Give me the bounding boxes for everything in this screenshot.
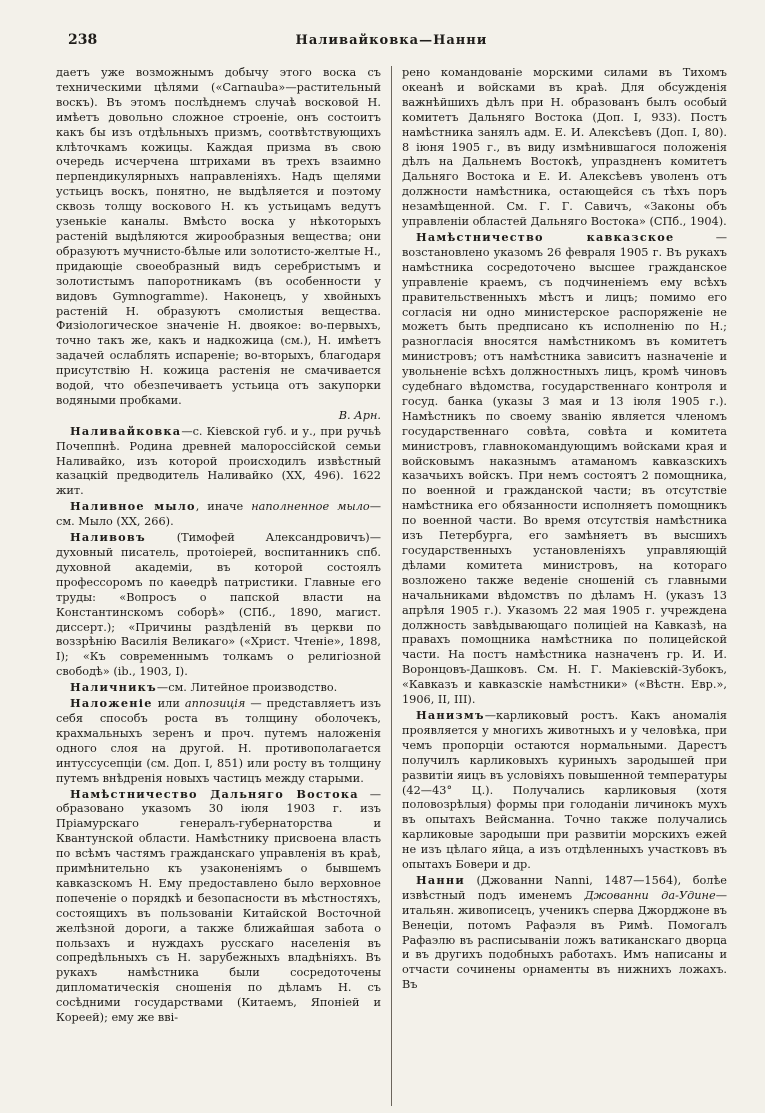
left-column [56, 66, 381, 1106]
entry-text: или [157, 697, 180, 711]
entry-italic-term: Джованни да-Удине [584, 888, 716, 902]
entry-italic-term: наполненное мыло [251, 500, 370, 514]
entry-text: — итальян. живописецъ, ученикъ сперва Джорджоне въ Венеціи, потомъ Рафаэля въ Римѣ. Помогалъ Рафаэлю въ расписываніи ложъ ватиканскаго дворца и въ другихъ подобныхъ работахъ. Имъ написаны и отчасти сочинены орнаменты въ нижнихъ ложахъ. Въ [401, 888, 727, 992]
running-title: Наливайковка—Нанни [295, 33, 488, 48]
entry-text: (Джованни Nanni, 1487—1564), болѣе извѣстный подъ именемъ [401, 873, 727, 902]
right-column [402, 66, 727, 1106]
entry-headword: Нанни [415, 872, 465, 887]
entry-text: — возстановлено указомъ 26 февраля 1905 г. Въ рукахъ намѣстника сосредоточено высшее гражданское управленіе краемъ, съ подчиненіемъ ему всѣхъ правительственныхъ мѣстъ и лицъ; помимо его согласія ни одно министерское распоряженіе не можетъ быть предписано къ исполненію по Н.; разногласія вносятся намѣстникомъ въ комитетъ министровъ; отъ намѣстника зависитъ назначеніе и увольненіе всѣхъ должностныхъ лицъ, кромѣ чиновъ судебнаго вѣдомства, государственнаго контроля и госуд. банка (указы 3 мая и 13 іюля 1905 г.). Намѣстникъ по своему званію является членомъ государственнаго совѣта, совѣта и комитета министровъ, главнокомандующимъ войсками края и войсковымъ наказнымъ атаманомъ кавказскихъ казачьихъ войскъ. При немъ состоятъ 2 помощника, по военной и гражданской части; въ отсутствіе намѣстника его обязанности исполняетъ помощникъ по военной части. Во время отсутствія намѣстника изъ Петербурга, его замѣняетъ въ высшихъ государственныхъ установленіяхъ управляющій дѣлами комитета министровъ, на котораго возложено также веденіе сношеній съ главными начальниками вѣдомствъ по дѣламъ Н. (указъ 13 апрѣля 1905 г.). Указомъ 22 мая 1905 г. учреждена должность завѣдывающаго полиціей на Кавказѣ, на правахъ помощника намѣстника по полицейской части. На постъ намѣстника назначенъ гр. И. И. Воронцовъ-Дашковъ. См. Н. Г. Макіевскій-Зубокъ, «Кавказъ и кавказскіе намѣстники» («Вѣстн. Евр.», 1906, II, III). [401, 230, 727, 707]
entry-namestnichestvo-dalnego-vostoka [56, 787, 381, 1027]
page-number: 238 [68, 32, 98, 48]
entry-text: — образовано указомъ 30 іюля 1903 г. изъ Пріамурскаго генералъ-губернаторства и Квантунской области. Намѣстнику присвоена власть по всѣмъ частямъ гражданскаго управленія въ краѣ, примѣнительно къ узаконеніямъ о бывшемъ кавказскомъ Н. Ему предоставлено было верховное попеченіе о порядкѣ и безопасности въ мѣстностяхъ, состоящихъ въ пользованіи Китайской Восточной желѣзной дороги, а также ближайшая забота о пользахъ и нуждахъ русскаго населенія въ сопредѣльныхъ съ Н. зарубежныхъ владѣніяхъ. Въ рукахъ намѣстника были сосредоточены дипломатическія сношенія по дѣламъ Н. съ сосѣдними государствами (Китаемъ, Японіей и Кореей); ему же вві- [56, 787, 381, 1025]
entry-text: — представляетъ изъ себя способъ роста въ толщину оболочекъ, крахмальныхъ зеренъ и проч. путемъ наложенія одного слоя на другой. Н. противополагается интуссусепціи (см. Доп. I, 851) или росту въ толщину путемъ внѣдренія новыхъ частицъ между старыми. [56, 697, 381, 785]
author-signature: В. Арн. [338, 408, 381, 422]
entry-nalichnik [56, 680, 381, 696]
entry-nanizm [402, 708, 727, 873]
entry-nalivnoe-mylo [56, 499, 381, 530]
entry-namestnichestvo-kavkazskoe [402, 230, 727, 708]
paragraph-text: рено командованіе морскими силами въ Тихомъ океанѣ и войсками въ краѣ. Для обсужденія важнѣйшихъ дѣлъ при Н. образованъ былъ особый комитетъ Дальняго Востока (Доп. I, 933). Постъ намѣстника занялъ адм. Е. И. Алексѣевъ (Доп. I, 80). 8 іюня 1905 г., въ виду измѣнившагося положенія дѣлъ на Дальнемъ Востокѣ, упраздненъ комитетъ Дальняго Востока и Е. И. Алексѣевъ уволенъ отъ должности намѣстника, остающейся съ тѣхъ поръ незамѣщенной. См. Г. Г. Савичъ, «Законы объ управленіи областей Дальняго Востока» (СПб., 1904). [401, 66, 727, 229]
page-header [56, 24, 727, 54]
text-columns [56, 66, 727, 1106]
entry-nalivaikovka [56, 424, 381, 500]
entry-text: —с. Кіевской губ. и у., при ручьѣ Почеппнѣ. Родина древней малороссійской семьи Наливайко, изъ которой происходилъ извѣстный казацкій предводитель Наливайко (XX, 496). 1622 жит. [56, 424, 381, 498]
entry-nanni [402, 873, 727, 993]
entry-headword: Нанизмъ [415, 707, 485, 722]
entry-headword: Наложеніе [70, 696, 153, 711]
entry-text: —см. Мыло (XX, 266). [56, 500, 381, 529]
entry-text: —см. Литейное производство. [156, 681, 338, 695]
entry-headword: Намѣстничество Дальняго Востока [70, 786, 359, 801]
continued-paragraph [402, 66, 727, 230]
paragraph-text: даетъ уже возможнымъ добычу этого воска съ техническими цѣлями («Carnauba»—растительный воскъ). Въ этомъ послѣднемъ случаѣ восковой Н. имѣетъ довольно сложное строеніе, онъ состоитъ какъ бы изъ отдѣльныхъ призмъ, соотвѣтствующихъ клѣточкамъ кожицы. Каждая призма въ свою очередь исчерчена штрихами въ трехъ взаимно перпендикулярныхъ направленіяхъ. Надъ щелями устьицъ воскъ, понятно, не выдѣляется и поэтому сквозь толщу воскового Н. къ устьицамъ ведутъ узенькіе каналы. Вмѣсто воска у нѣкоторыхъ растеній выдѣляются жирообразныя вещества; они образуютъ мучнисто-бѣлые или золотисто-желтые Н., придающіе своеобразный видъ серебристымъ и золотистымъ папоротникамъ (въ особенности у видовъ Gymnogramme). Наконецъ, у хвойныхъ растеній Н. образуютъ смолистыя вещества. Физіологическое значеніе Н. двоякое: во-первыхъ, точно такъ же, какъ и надкожица (см.), Н. имѣетъ задачей ослаблять испареніе; во-вторыхъ, благодаря присутствію Н. кожица растенія не смачивается водой, что обезпечиваетъ устьица отъ закупорки водяными пробками. [56, 66, 381, 407]
entry-headword: Намѣстничество кавказское [415, 229, 675, 244]
entry-nalozhenie [56, 696, 381, 786]
entry-italic-term: аппозиція [184, 697, 246, 711]
entry-headword: Наливное мыло [70, 499, 196, 514]
entry-headword: Наливовъ [70, 530, 146, 545]
entry-text: (Тимофей Александровичъ)—духовный писатель, протоіерей, воспитанникъ спб. духовной академіи, въ которой состоялъ профессоромъ по каѳедрѣ патристики. Главные его труды: «Вопросъ о папской власти на Константинскомъ соборѣ» (СПб., 1890, магист. диссерт.); «Причины раздѣленій въ церкви по воззрѣнію Василія Великаго» («Христ. Чтеніе», 1898, I); «Къ современнымъ толкамъ о религіозной свободѣ» (ib., 1903, I). [56, 531, 381, 679]
entry-headword: Наличникъ [70, 680, 157, 695]
entry-headword: Наливайковка [70, 423, 182, 438]
continued-paragraph [56, 66, 381, 424]
entry-text: , иначе [195, 500, 244, 514]
entry-nalimov [56, 530, 381, 680]
entry-text: —карликовый ростъ. Какъ аномалія проявляется у многихъ животныхъ и у человѣка, при чемъ пропорціи остаются нормальными. Дарестъ получилъ карликовыхъ куриныхъ зародышей при развитіи яицъ въ условіяхъ повышенной температуры (42—43° Ц.). Получались карликовыя (хотя половозрѣлыя) формы при голоданіи личинокъ мухъ въ опытахъ Вейсманна. Точно также получались карликовые зародыши при развитіи морскихъ ежей не изъ цѣлаго яйца, а изъ отдѣленныхъ участковъ въ опытахъ Бовери и др. [401, 708, 727, 872]
column-divider [391, 66, 392, 1106]
